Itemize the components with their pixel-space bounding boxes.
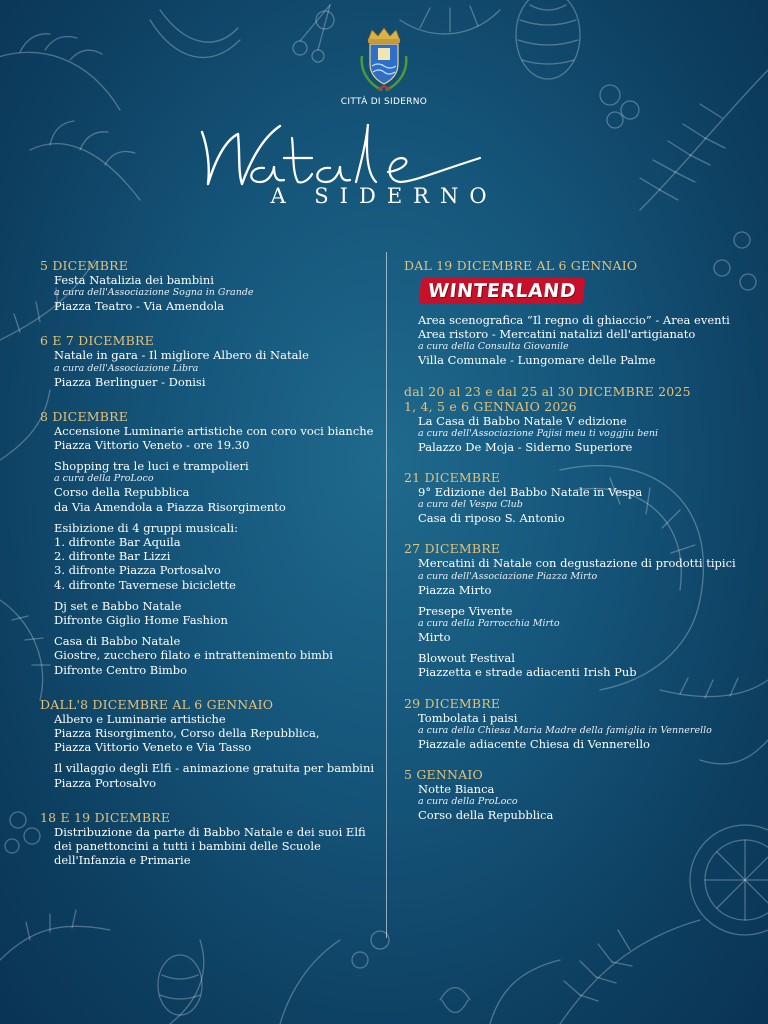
event-entry [404, 556, 754, 596]
event-block [40, 697, 380, 790]
event-line: Casa di riposo S. Antonio [418, 511, 565, 526]
event-block [404, 258, 754, 368]
event-line: Villa Comunale - Lungomare delle Palme [418, 353, 656, 368]
event-line: Distribuzione da parte di Babbo Natale e dei suoi Elfi [54, 824, 366, 839]
event-block [40, 258, 380, 313]
event-line: Shopping tra le luci e trampolieri [54, 459, 249, 474]
event-line: Mirto [418, 630, 451, 645]
event-line: Giostre, zucchero filato e intrattenimento bimbi [54, 648, 333, 663]
event-line: Natale in gara - Il migliore Albero di Natale [54, 348, 309, 363]
event-date: DAL 19 DICEMBRE AL 6 GENNAIO [404, 258, 638, 273]
organizer-credit: a cura dell'Associazione Libra [54, 362, 199, 374]
event-date: dal 20 al 23 e dal 25 al 30 DICEMBRE 2025 [404, 383, 691, 399]
event-line: La Casa di Babbo Natale V edizione [418, 413, 627, 428]
event-block [404, 696, 754, 751]
event-entry [404, 313, 754, 368]
event-block [404, 470, 754, 525]
event-date: 8 DICEMBRE [40, 408, 129, 424]
event-block [404, 541, 754, 679]
event-entry [40, 273, 380, 313]
event-entry [404, 604, 754, 644]
event-entry [404, 711, 754, 751]
event-line: 1. difronte Bar Aquila [54, 535, 181, 550]
event-line: Difronte Giglio Home Fashion [54, 613, 228, 628]
event-line: dell'Infanzia e Primarie [54, 853, 191, 868]
event-date: DALL'8 DICEMBRE AL 6 GENNAIO [40, 696, 274, 712]
winterland-logo: WINTERLAND [419, 278, 586, 304]
event-entry [40, 825, 380, 868]
event-line: Notte Bianca [418, 782, 495, 797]
organizer-credit: a cura della ProLoco [418, 796, 518, 808]
city-label: CITTÀ DI SIDERNO [340, 97, 428, 107]
event-entry [404, 485, 754, 525]
organizer-credit: a cura della Consulta Giovanile [418, 341, 569, 353]
title-subtitle: A SIDERNO [270, 184, 498, 208]
event-line: Albero e Luminarie artistiche [54, 711, 226, 726]
event-line: 9° Edizione del Babbo Natale in Vespa [418, 485, 643, 500]
city-crest-icon [354, 26, 414, 96]
event-entry [40, 424, 380, 452]
event-entry [40, 712, 380, 755]
event-line: Piazza Berlinguer - Donisi [54, 374, 206, 389]
event-date: 21 DICEMBRE [404, 470, 501, 486]
event-block [404, 384, 754, 454]
organizer-credit: a cura della ProLoco [54, 473, 154, 485]
event-entry [404, 782, 754, 822]
event-line: Piazza Vittorio Veneto e Via Tasso [54, 740, 252, 755]
organizer-credit: a cura della Chiesa Maria Madre della famiglia in Vennerello [418, 724, 712, 736]
event-entry [404, 414, 754, 454]
event-line: Difronte Centro Bimbo [54, 662, 188, 677]
event-entry [40, 634, 380, 677]
event-line: Piazzetta e strade adiacenti Irish Pub [418, 665, 637, 680]
event-date: 5 GENNAIO [404, 767, 483, 783]
event-line: Piazza Teatro - Via Amendola [54, 299, 225, 314]
event-line: Corso della Repubblica [54, 485, 190, 500]
event-line: Corso della Repubblica [418, 808, 554, 823]
events-left-column [40, 258, 380, 867]
organizer-credit: a cura dell'Associazione Pajisi meu ti voggjiu beni [418, 427, 659, 439]
event-block [40, 333, 380, 388]
event-line: Esibizione di 4 gruppi musicali: [54, 520, 238, 535]
event-line: Presepe Vivente [418, 603, 513, 618]
event-entry [40, 459, 380, 514]
event-line: Piazza Mirto [418, 582, 492, 597]
event-date: 5 DICEMBRE [40, 258, 129, 273]
event-line: Casa di Babbo Natale [54, 634, 181, 649]
event-line: da Via Amendola a Piazza Risorgimento [54, 499, 286, 514]
event-line: Mercatini di Natale con degustazione di prodotti tipici [418, 556, 736, 571]
event-line: Piazza Portosalvo [54, 775, 156, 790]
event-line: Festa Natalizia dei bambini [54, 273, 214, 287]
event-line: Tombolata i paisi [418, 710, 518, 725]
event-line: Area scenografica “Il regno di ghiaccio” - Area eventi [418, 313, 730, 327]
organizer-credit: a cura dell'Associazione Sogna in Grande [54, 287, 254, 299]
event-block [40, 409, 380, 677]
event-line: Piazzale adiacente Chiesa di Vennerello [418, 736, 650, 751]
organizer-credit: a cura della Parrocchia Mirto [418, 618, 560, 630]
event-line: 2. difronte Bar Lizzi [54, 549, 171, 564]
column-divider [386, 252, 387, 938]
event-line: Area ristoro - Mercatini natalizi dell'artigianato [418, 327, 696, 342]
event-line: dei panettoncini a tutti i bambini delle Scuole [54, 839, 321, 854]
event-line: 3. difronte Piazza Portosalvo [54, 563, 221, 578]
event-date: 27 DICEMBRE [404, 541, 501, 557]
organizer-credit: a cura dell'Associazione Piazza Mirto [418, 570, 598, 582]
event-line: Blowout Festival [418, 651, 515, 666]
event-date-secondary: 1, 4, 5 e 6 GENNAIO 2026 [404, 398, 577, 414]
event-date: 6 E 7 DICEMBRE [40, 333, 154, 349]
event-date: 29 DICEMBRE [404, 695, 501, 711]
event-line: Piazza Risorgimento, Corso della Repubblica, [54, 726, 320, 741]
events-right-column [404, 258, 754, 822]
event-entry [404, 651, 754, 679]
event-line: Palazzo De Moja - Siderno Superiore [418, 439, 633, 454]
event-entry [40, 761, 380, 789]
event-line: Dj set e Babbo Natale [54, 598, 182, 613]
event-line: Il villaggio degli Elfi - animazione gratuita per bambini [54, 761, 375, 776]
event-line: Accensione Luminarie artistiche con coro voci bianche [54, 423, 374, 438]
event-block [40, 810, 380, 868]
event-line: 4. difronte Tavernese biciclette [54, 577, 236, 592]
event-line: Piazza Vittorio Veneto - ore 19.30 [54, 438, 250, 453]
event-block [404, 767, 754, 822]
event-entry [40, 599, 380, 627]
organizer-credit: a cura del Vespa Club [418, 499, 523, 511]
event-date: 18 E 19 DICEMBRE [40, 809, 171, 825]
event-entry [40, 521, 380, 592]
event-entry [40, 348, 380, 388]
